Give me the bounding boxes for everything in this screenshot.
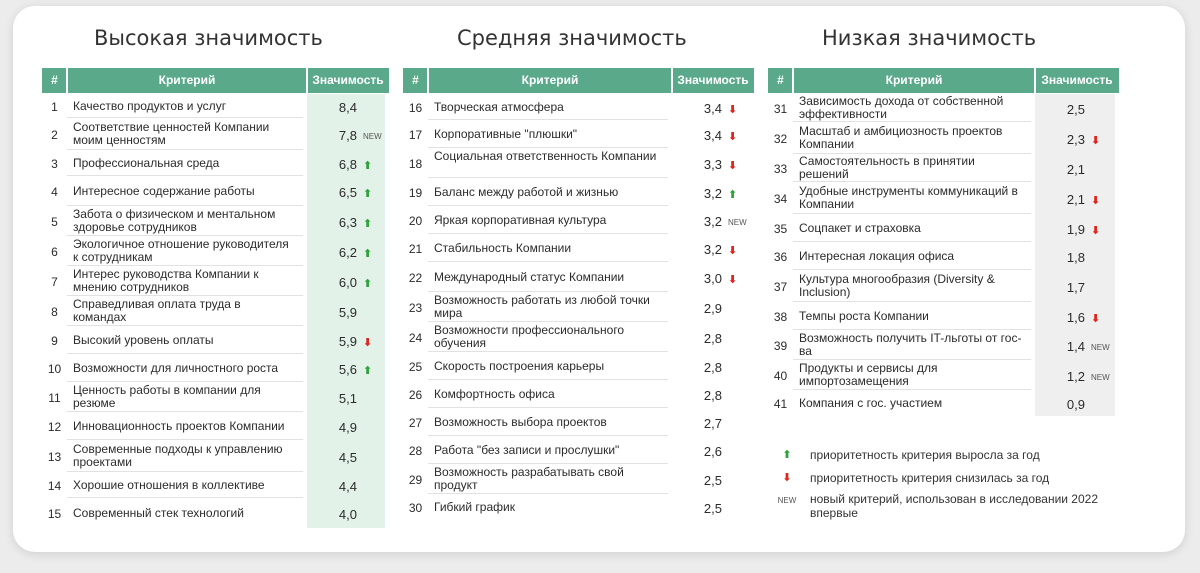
row-criterion: Возможность разрабатывать свой продукт <box>434 465 624 492</box>
header-criterion: Критерий <box>158 73 216 87</box>
row-number: 24 <box>408 331 423 345</box>
new-badge-icon: NEW <box>363 132 382 141</box>
row-number: 26 <box>408 388 423 402</box>
row-number: 2 <box>51 128 58 142</box>
table-row <box>42 440 389 472</box>
row-criterion: Комфортность офиса <box>434 386 555 401</box>
table-row <box>42 176 389 206</box>
row-value: 6,2 <box>338 244 357 260</box>
row-criterion: Гибкий график <box>434 499 515 514</box>
arrow-down-icon: ⬇ <box>728 130 738 143</box>
table-row <box>768 270 1119 302</box>
table-row <box>403 206 754 234</box>
row-value: 2,6 <box>703 443 722 459</box>
row-number: 40 <box>773 369 788 383</box>
row-value: 1,9 <box>1066 221 1085 237</box>
row-criterion: Компания с гос. участием <box>799 395 943 410</box>
row-criterion: Социальная ответственность Компании <box>434 149 657 163</box>
row-number: 3 <box>51 157 58 171</box>
row-criterion: Скорость построения карьеры <box>434 358 605 373</box>
legend-new-text: новый критерий, использован в исследовании 2022 впервые <box>810 492 1099 520</box>
row-criterion: Забота о физическом и ментальном здоровье сотрудников <box>73 207 276 234</box>
row-value: 2,7 <box>703 415 722 431</box>
row-value: 2,5 <box>1066 101 1085 117</box>
table-header <box>403 68 754 93</box>
row-value: 1,6 <box>1066 309 1085 325</box>
row-number: 20 <box>408 214 423 228</box>
table-row <box>403 436 754 464</box>
row-criterion: Корпоративные "плюшки" <box>434 126 578 141</box>
new-badge-icon: NEW <box>1091 373 1110 382</box>
table-row <box>42 498 389 528</box>
row-criterion: Возможности профессионального обучения <box>434 323 625 350</box>
row-criterion: Инновационность проектов Компании <box>73 418 285 433</box>
row-number: 34 <box>773 192 788 206</box>
row-value: 3,2 <box>703 241 722 257</box>
row-number: 16 <box>408 101 423 115</box>
row-value: 1,4 <box>1066 338 1085 354</box>
table-row <box>42 472 389 498</box>
row-number: 13 <box>47 450 62 464</box>
row-criterion: Удобные инструменты коммуникаций в Компании <box>799 184 1018 211</box>
row-criterion: Современные подходы к управлению проектами <box>73 442 283 469</box>
table-row <box>768 242 1119 270</box>
row-value: 1,2 <box>1066 368 1085 384</box>
arrow-down-icon: ⬇ <box>1091 194 1101 207</box>
arrow-down-icon: ⬇ <box>363 336 373 349</box>
row-criterion: Яркая корпоративная культура <box>434 212 607 227</box>
row-criterion: Соответствие ценностей Компании моим ценностям <box>73 120 270 147</box>
table-row <box>768 122 1119 154</box>
new-badge-icon: NEW <box>777 496 797 505</box>
row-value: 5,1 <box>338 390 357 406</box>
header-significance: Значимость <box>1041 73 1113 87</box>
row-value: 4,9 <box>338 419 357 435</box>
row-value: 2,8 <box>703 330 722 346</box>
row-criterion: Продукты и сервисы для импортозамещения <box>799 361 938 388</box>
arrow-up-icon: ⬆ <box>363 364 373 377</box>
row-value: 4,5 <box>338 449 357 465</box>
row-number: 12 <box>47 420 62 434</box>
table-row <box>403 120 754 148</box>
row-number: 8 <box>51 305 58 319</box>
header-num: # <box>777 73 784 87</box>
row-criterion: Зависимость дохода от собственной эффективности <box>799 94 1004 121</box>
table-row <box>768 330 1119 360</box>
row-number: 29 <box>408 473 423 487</box>
row-number: 10 <box>47 362 62 376</box>
header-num: # <box>412 73 419 87</box>
table-row <box>403 408 754 436</box>
row-number: 18 <box>408 157 423 171</box>
arrow-down-icon: ⬇ <box>728 103 738 116</box>
header-criterion: Критерий <box>885 73 943 87</box>
table-row <box>403 262 754 292</box>
table-row <box>403 234 754 262</box>
row-value: 2,1 <box>1066 191 1085 207</box>
row-criterion: Темпы роста Компании <box>799 308 929 323</box>
row-number: 21 <box>408 242 423 256</box>
arrow-down-icon: ⬇ <box>1091 312 1101 325</box>
row-criterion: Возможности для личностного роста <box>73 360 279 375</box>
table-row <box>42 236 389 266</box>
row-value: 2,3 <box>1066 131 1085 147</box>
row-number: 30 <box>408 501 423 515</box>
row-value: 3,4 <box>703 100 722 116</box>
row-value: 5,9 <box>338 304 357 320</box>
row-criterion: Творческая атмосфера <box>434 99 564 114</box>
arrow-down-icon: ⬇ <box>728 244 738 257</box>
row-value: 4,0 <box>338 506 357 522</box>
table-row <box>403 148 754 178</box>
table-row <box>768 360 1119 390</box>
row-value: 6,8 <box>338 156 357 172</box>
table-row <box>768 214 1119 242</box>
legend-down-text: приоритетность критерия снизилась за год <box>810 471 1050 485</box>
section-title: Низкая значимость <box>822 26 1037 50</box>
row-criterion: Интересное содержание работы <box>73 183 255 198</box>
row-number: 32 <box>773 132 788 146</box>
arrow-up-icon: ⬆ <box>363 187 373 200</box>
table-row <box>42 150 389 176</box>
table-row <box>42 296 389 326</box>
arrow-up-icon: ⬆ <box>363 217 373 230</box>
row-value: 7,8 <box>338 127 357 143</box>
table-row <box>403 352 754 380</box>
arrow-up-icon: ⬆ <box>363 159 373 172</box>
arrow-down-icon: ⬇ <box>1091 224 1101 237</box>
arrow-up-icon: ⬆ <box>728 188 738 201</box>
table-row <box>42 266 389 296</box>
row-value: 2,5 <box>703 500 722 516</box>
row-number: 15 <box>47 507 62 521</box>
table-row <box>42 326 389 354</box>
row-number: 37 <box>773 280 788 294</box>
table-row <box>42 94 389 118</box>
row-criterion: Стабильность Компании <box>434 240 572 255</box>
header-significance: Значимость <box>312 73 384 87</box>
row-value: 3,3 <box>703 156 722 172</box>
header-num: # <box>51 73 58 87</box>
table-row <box>403 94 754 120</box>
row-number: 35 <box>773 222 788 236</box>
new-badge-icon: NEW <box>728 218 747 227</box>
row-criterion: Возможность выбора проектов <box>434 414 607 429</box>
table-row <box>768 390 1119 416</box>
row-number: 7 <box>51 275 58 289</box>
row-criterion: Международный статус Компании <box>434 269 625 284</box>
row-value: 1,8 <box>1066 249 1085 265</box>
table-row <box>403 292 754 322</box>
table-row <box>403 322 754 352</box>
row-value: 2,5 <box>703 472 722 488</box>
row-number: 25 <box>408 360 423 374</box>
arrow-down-icon: ⬇ <box>728 273 738 286</box>
row-number: 23 <box>408 301 423 315</box>
row-value: 2,8 <box>703 387 722 403</box>
table-row <box>42 118 389 150</box>
arrow-up-icon: ⬆ <box>363 247 373 260</box>
table-row <box>768 302 1119 330</box>
row-number: 4 <box>51 185 58 199</box>
row-number: 38 <box>773 310 788 324</box>
arrow-up-icon: ⬆ <box>782 449 792 461</box>
header-significance: Значимость <box>677 73 749 87</box>
row-value: 4,4 <box>338 478 357 494</box>
row-value: 6,0 <box>338 274 357 290</box>
row-value: 3,2 <box>703 185 722 201</box>
row-number: 39 <box>773 339 788 353</box>
table-row <box>403 178 754 206</box>
row-criterion: Самостоятельность в принятии решений <box>799 154 975 181</box>
row-number: 31 <box>773 102 788 116</box>
table-row <box>42 354 389 382</box>
table-row <box>768 94 1119 122</box>
row-value: 2,8 <box>703 359 722 375</box>
row-criterion: Профессиональная среда <box>73 155 220 170</box>
row-number: 14 <box>47 479 62 493</box>
header-criterion: Критерий <box>521 73 579 87</box>
row-number: 28 <box>408 444 423 458</box>
row-value: 2,9 <box>703 300 722 316</box>
row-number: 11 <box>48 391 61 405</box>
row-criterion: Работа "без записи и прослушки" <box>434 442 620 457</box>
row-criterion: Возможность получить IT-льготы от гос-ва <box>799 331 1022 358</box>
row-number: 5 <box>51 215 58 229</box>
row-number: 22 <box>408 271 423 285</box>
arrow-down-icon: ⬇ <box>728 159 738 172</box>
arrow-down-icon: ⬇ <box>782 472 792 484</box>
row-criterion: Масштаб и амбициозность проектов Компании <box>799 124 1003 151</box>
row-value: 6,5 <box>338 184 357 200</box>
row-number: 9 <box>51 334 58 348</box>
row-value: 1,7 <box>1066 279 1085 295</box>
table-row <box>403 380 754 408</box>
row-number: 33 <box>773 162 788 176</box>
row-value: 2,1 <box>1066 161 1085 177</box>
row-criterion: Интерес руководства Компании к мнению сотрудников <box>73 267 259 294</box>
row-number: 17 <box>408 128 423 142</box>
row-value: 3,4 <box>703 127 722 143</box>
row-criterion: Справедливая оплата труда в командах <box>73 297 241 324</box>
arrow-up-icon: ⬆ <box>363 277 373 290</box>
row-value: 6,3 <box>338 214 357 230</box>
legend-up-text: приоритетность критерия выросла за год <box>810 448 1040 462</box>
table-row <box>42 382 389 412</box>
row-criterion: Интересная локация офиса <box>799 248 955 263</box>
row-criterion: Ценность работы в компании для резюме <box>73 383 261 410</box>
row-value: 5,6 <box>338 361 357 377</box>
table-header <box>768 68 1119 93</box>
table-row <box>42 412 389 440</box>
table-row <box>42 206 389 236</box>
table-row <box>768 182 1119 214</box>
row-criterion: Баланс между работой и жизнью <box>434 184 619 199</box>
row-value: 3,0 <box>703 270 722 286</box>
row-number: 41 <box>773 397 788 411</box>
row-criterion: Высокий уровень оплаты <box>73 332 214 347</box>
table-header <box>42 68 389 93</box>
row-number: 27 <box>408 416 423 430</box>
row-value: 8,4 <box>338 99 357 115</box>
row-criterion: Современный стек технологий <box>73 505 244 520</box>
arrow-down-icon: ⬇ <box>1091 134 1101 147</box>
row-criterion: Соцпакет и страховка <box>799 220 921 235</box>
section-title: Средняя значимость <box>457 26 687 50</box>
row-criterion: Экологичное отношение руководителя к сотрудникам <box>73 237 289 264</box>
row-value: 3,2 <box>703 213 722 229</box>
table-row <box>403 464 754 494</box>
row-criterion: Хорошие отношения в коллективе <box>73 477 265 492</box>
row-number: 6 <box>51 245 58 259</box>
row-number: 1 <box>51 100 58 114</box>
row-number: 19 <box>408 186 423 200</box>
row-criterion: Качество продуктов и услуг <box>73 98 227 113</box>
new-badge-icon: NEW <box>1091 343 1110 352</box>
section-title: Высокая значимость <box>94 26 323 50</box>
table-row <box>403 494 754 520</box>
row-criterion: Культура многообразия (Diversity & Inclusion) <box>799 272 995 299</box>
row-number: 36 <box>773 250 788 264</box>
row-value: 5,9 <box>338 333 357 349</box>
row-criterion: Возможность работать из любой точки мира <box>434 293 650 320</box>
row-value: 0,9 <box>1066 396 1085 412</box>
table-row <box>768 154 1119 182</box>
